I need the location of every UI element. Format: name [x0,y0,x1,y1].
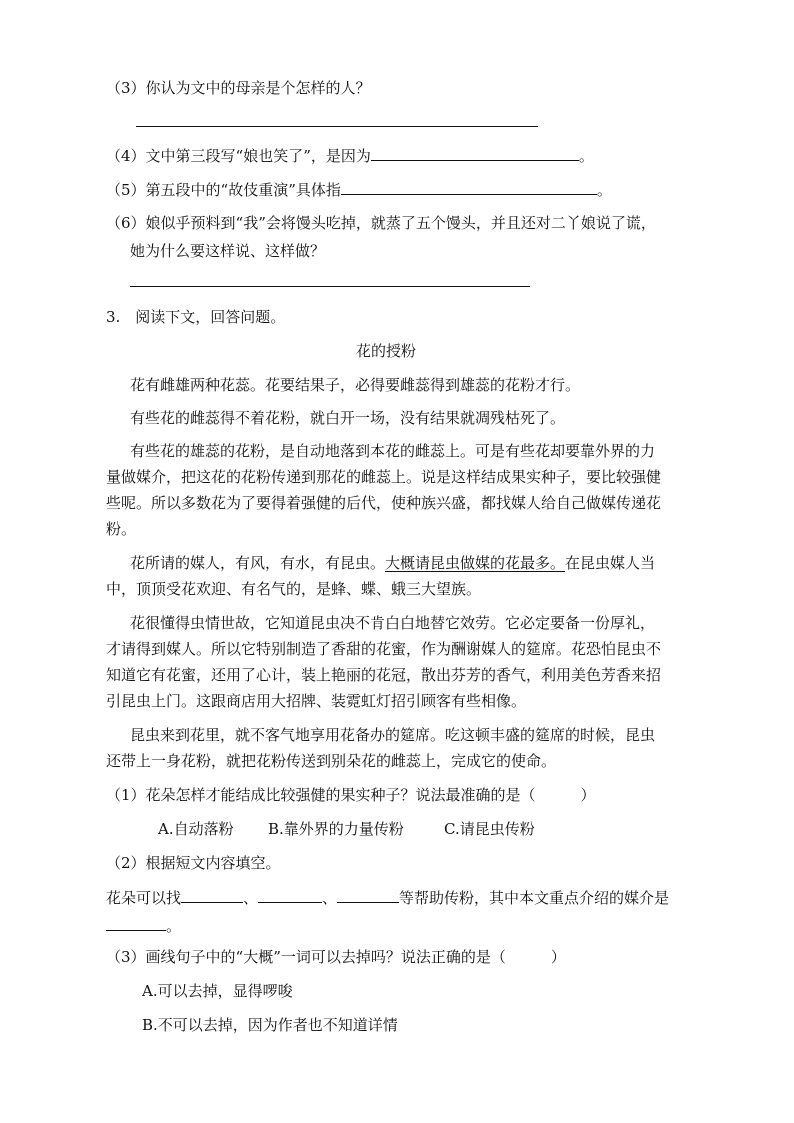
paragraph-3-line-2: 量做媒介，把这花的花粉传递到那花的雌蕊上。说是这样结成果实种子，要比较强健 [106,468,662,486]
underlined-sentence: 大概请昆虫做媒的花最多。 [385,554,566,572]
paragraph-5-line-4: 引昆虫上门。这跟商店用大招牌、装霓虹灯招引顾客有些相像。 [106,692,527,710]
fill-blank-3[interactable] [337,886,399,903]
question-3: （3）画线句子中的“大概”一词可以去掉吗？说法正确的是（ ） [106,948,566,966]
section-3-header: 3. 阅读下文，回答问题。 [106,308,286,326]
paragraph-1: 花有雌雄两种花蕊。花要结果子，必得要雌蕊得到雄蕊的花粉才行。 [130,376,581,394]
q1-option-b[interactable]: B.靠外界的力量传粉 [268,820,404,838]
paragraph-3-line-3: 些呢。所以多数花为了要得着强健的后代，使种族兴盛，都找媒人给自己做媒传递花 [106,494,662,512]
answer-line-q6-prev[interactable] [130,286,530,287]
passage-title: 花的授粉 [356,342,417,360]
paragraph-3-line-1: 有些花的雄蕊的花粉，是自动地落到本花的雌蕊上。可是有些花却要靠外界的力 [130,442,656,460]
q3-option-b[interactable]: B.不可以去掉，因为作者也不知道详情 [142,1016,398,1034]
q3-option-a[interactable]: A.可以去掉，显得啰唆 [142,982,293,1000]
question-2: （2）根据短文内容填空。 [106,854,281,872]
answer-blank-q5[interactable] [341,178,597,195]
fill-blank-4[interactable] [106,914,166,931]
paragraph-6-line-2: 还带上一身花粉，就把花粉传送到别朵花的雌蕊上，完成它的使命。 [106,752,557,770]
paragraph-5-line-2: 才请得到媒人。所以它特别制造了香甜的花蜜，作为酬谢媒人的筵席。花恐怕昆虫不 [106,640,662,658]
question-5-prev: （5）第五段中的“故伎重演”具体指 。 [106,178,612,201]
fill-blank-1[interactable] [181,886,243,903]
paragraph-2: 有些花的雌蕊得不着花粉，就白开一场，没有结果就凋残枯死了。 [130,409,566,427]
q1-option-a[interactable]: A.自动落粉 [158,820,234,838]
paragraph-3-line-4: 粉。 [106,520,137,538]
paragraph-5-line-1: 花很懂得虫情世故，它知道昆虫决不肯白白地替它效劳。它必定要备一份厚礼， [130,614,656,632]
fill-blank-2[interactable] [258,886,322,903]
paragraph-5-line-3: 知道它有花蜜，还用了心计，装上艳丽的花冠，散出芬芳的香气，利用美色芳香来招 [106,666,662,684]
paragraph-4-line-2: 中，顶顶受花欢迎、有名气的，是蜂、蝶、蛾三大望族。 [106,580,482,598]
paragraph-6-line-1: 昆虫来到花里，就不客气地享用花备办的筵席。吃这顿丰盛的筵席的时候，昆虫 [130,726,656,744]
answer-blank-q4[interactable] [371,144,579,161]
question-6-prev-line2: 她为什么要这样说、这样做？ [130,242,326,260]
q1-option-c[interactable]: C.请昆虫传粉 [444,820,535,838]
question-6-prev-line1: （6）娘似乎预料到“我”会将馒头吃掉，就蒸了五个馒头，并且还对二丫娘说了谎， [106,214,656,232]
question-2-fill-line: 花朵可以找 、 、 等帮助传粉，其中本文重点介绍的媒介是 [106,886,669,909]
question-1: （1）花朵怎样才能结成比较强健的果实种子？说法最准确的是（ ） [106,786,596,804]
question-3-prev: （3）你认为文中的母亲是个怎样的人？ [106,79,371,97]
paragraph-4-line-1: 花所请的媒人，有风，有水，有昆虫。大概请昆虫做媒的花最多。在昆虫媒人当 [130,554,656,572]
answer-line-q3-prev[interactable] [136,126,538,127]
question-4-prev: （4）文中第三段写“娘也笑了”，是因为 。 [106,144,594,167]
question-2-fill-line-2: 。 [106,914,181,937]
